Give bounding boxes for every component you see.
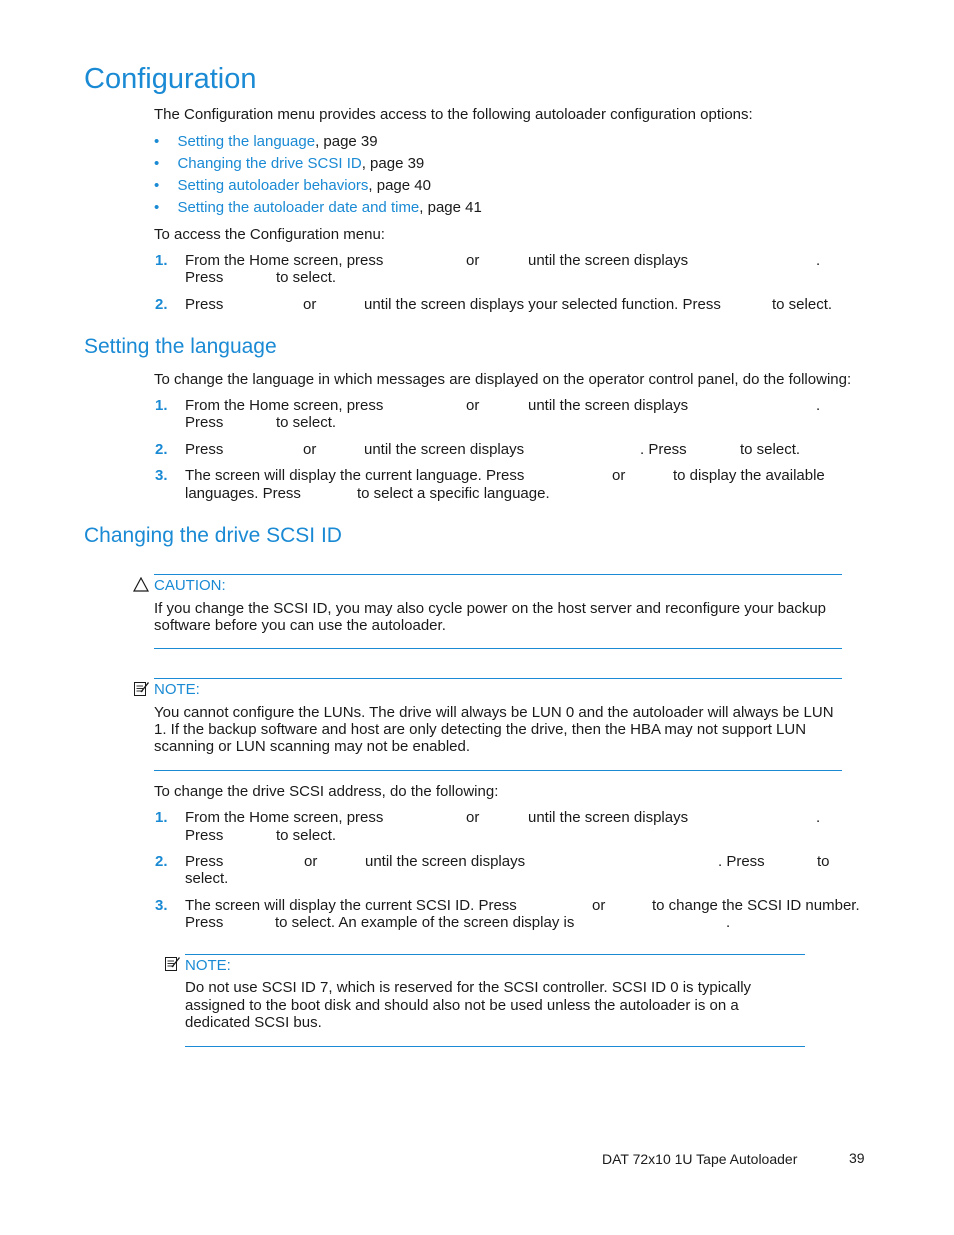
section-heading-language: Setting the language bbox=[84, 335, 277, 358]
list-item bbox=[154, 133, 378, 150]
step-text: until the screen displays bbox=[365, 853, 526, 870]
step-text: or bbox=[466, 397, 480, 414]
step-text: to select a specific language. bbox=[357, 485, 550, 502]
step-text: Press bbox=[185, 853, 224, 870]
divider bbox=[154, 770, 842, 771]
step-number: 1. bbox=[155, 397, 168, 414]
intro-paragraph: The Configuration menu provides access to the following autoloader configuration options: bbox=[154, 106, 753, 123]
step-text: The screen will display the current language. Press bbox=[185, 467, 525, 484]
link-date-time[interactable]: Setting the autoloader date and time bbox=[177, 199, 420, 216]
warning-triangle-icon bbox=[133, 577, 149, 592]
step-text: to select. bbox=[740, 441, 801, 458]
step-text: . bbox=[726, 914, 731, 931]
note-text: dedicated SCSI bus. bbox=[185, 1014, 322, 1031]
step-text: . bbox=[816, 809, 821, 826]
step-text: until the screen displays bbox=[528, 397, 689, 414]
step-text: to select. An example of the screen display is bbox=[275, 914, 575, 931]
step-text: to select. bbox=[276, 827, 337, 844]
step-text: or bbox=[612, 467, 626, 484]
step-number: 1. bbox=[155, 252, 168, 269]
note-label: NOTE: bbox=[154, 681, 200, 698]
step-text: until the screen displays bbox=[364, 441, 525, 458]
step-number: 3. bbox=[155, 467, 168, 484]
list-item bbox=[154, 177, 431, 194]
divider bbox=[154, 648, 842, 649]
divider bbox=[185, 1046, 805, 1047]
page-ref: , page 40 bbox=[368, 177, 431, 194]
step-text: to select. bbox=[276, 414, 337, 431]
step-text: to change the SCSI ID number. bbox=[652, 897, 860, 914]
step-number: 3. bbox=[155, 897, 168, 914]
step-number: 2. bbox=[155, 296, 168, 313]
access-intro: To access the Configuration menu: bbox=[154, 226, 385, 243]
note-text: 1. If the backup software and host are only detecting the drive, then the HBA may not support LUN bbox=[154, 721, 807, 738]
divider bbox=[154, 574, 842, 575]
bullet: • bbox=[154, 199, 160, 216]
step-text: to display the available bbox=[673, 467, 825, 484]
note-text: assigned to the boot disk and should also not be used unless the autoloader is on a bbox=[185, 997, 739, 1014]
bullet: • bbox=[154, 133, 160, 150]
page-ref: , page 39 bbox=[315, 133, 378, 150]
caution-label: CAUTION: bbox=[154, 577, 226, 594]
step-text: to select. bbox=[276, 269, 337, 286]
note-text: You cannot configure the LUNs. The drive will always be LUN 0 and the autoloader will always be LUN bbox=[154, 704, 834, 721]
note-pad-icon bbox=[164, 955, 181, 972]
step-text: or bbox=[303, 441, 317, 458]
step-text: or bbox=[303, 296, 317, 313]
step-text: . bbox=[816, 397, 821, 414]
caution-text: software before you can use the autoloader. bbox=[154, 617, 446, 634]
divider bbox=[154, 678, 842, 679]
step-text: Press bbox=[185, 296, 224, 313]
step-text: until the screen displays bbox=[528, 809, 689, 826]
section-intro: To change the language in which messages are displayed on the operator control panel, do the following: bbox=[154, 371, 852, 388]
step-text: to select. bbox=[772, 296, 833, 313]
bullet: • bbox=[154, 155, 160, 172]
step-text: Press bbox=[185, 441, 224, 458]
step-text: until the screen displays your selected function. Press bbox=[364, 296, 721, 313]
list-item bbox=[154, 155, 424, 172]
step-text: to bbox=[817, 853, 830, 870]
step-text: or bbox=[592, 897, 606, 914]
step-text: languages. Press bbox=[185, 485, 301, 502]
step-text: until the screen displays bbox=[528, 252, 689, 269]
page-number: 39 bbox=[849, 1150, 865, 1166]
link-changing-scsi-id[interactable]: Changing the drive SCSI ID bbox=[177, 155, 362, 172]
link-autoloader-behaviors[interactable]: Setting autoloader behaviors bbox=[177, 177, 369, 194]
note-label: NOTE: bbox=[185, 957, 231, 974]
step-text: Press bbox=[185, 914, 224, 931]
step-number: 2. bbox=[155, 853, 168, 870]
step-text: The screen will display the current SCSI ID. Press bbox=[185, 897, 517, 914]
note-text: Do not use SCSI ID 7, which is reserved for the SCSI controller. SCSI ID 0 is typically bbox=[185, 979, 752, 996]
step-text: From the Home screen, press bbox=[185, 397, 384, 414]
note-pad-icon bbox=[133, 680, 150, 697]
bullet: • bbox=[154, 177, 160, 194]
page-title: Configuration bbox=[84, 63, 257, 95]
step-number: 1. bbox=[155, 809, 168, 826]
section-intro: To change the drive SCSI address, do the following: bbox=[154, 783, 499, 800]
step-text: Press bbox=[185, 827, 224, 844]
footer-title: DAT 72x10 1U Tape Autoloader bbox=[602, 1151, 798, 1167]
step-text: . Press bbox=[640, 441, 687, 458]
step-text: Press bbox=[185, 414, 224, 431]
step-text: or bbox=[304, 853, 318, 870]
list-item bbox=[154, 199, 482, 216]
link-setting-language[interactable]: Setting the language bbox=[177, 133, 316, 150]
step-text: or bbox=[466, 809, 480, 826]
step-text: select. bbox=[185, 870, 229, 887]
step-text: or bbox=[466, 252, 480, 269]
page-ref: , page 39 bbox=[361, 155, 425, 172]
page-ref: , page 41 bbox=[419, 199, 482, 216]
divider bbox=[185, 954, 805, 955]
section-heading-scsi: Changing the drive SCSI ID bbox=[84, 524, 342, 547]
step-text: . bbox=[816, 252, 821, 269]
step-text: From the Home screen, press bbox=[185, 252, 384, 269]
step-number: 2. bbox=[155, 441, 168, 458]
caution-text: If you change the SCSI ID, you may also cycle power on the host server and reconfigure your backup bbox=[154, 600, 827, 617]
step-text: . Press bbox=[718, 853, 765, 870]
note-text: scanning or LUN scanning may not be enabled. bbox=[154, 738, 471, 755]
step-text: From the Home screen, press bbox=[185, 809, 384, 826]
step-text: Press bbox=[185, 269, 224, 286]
